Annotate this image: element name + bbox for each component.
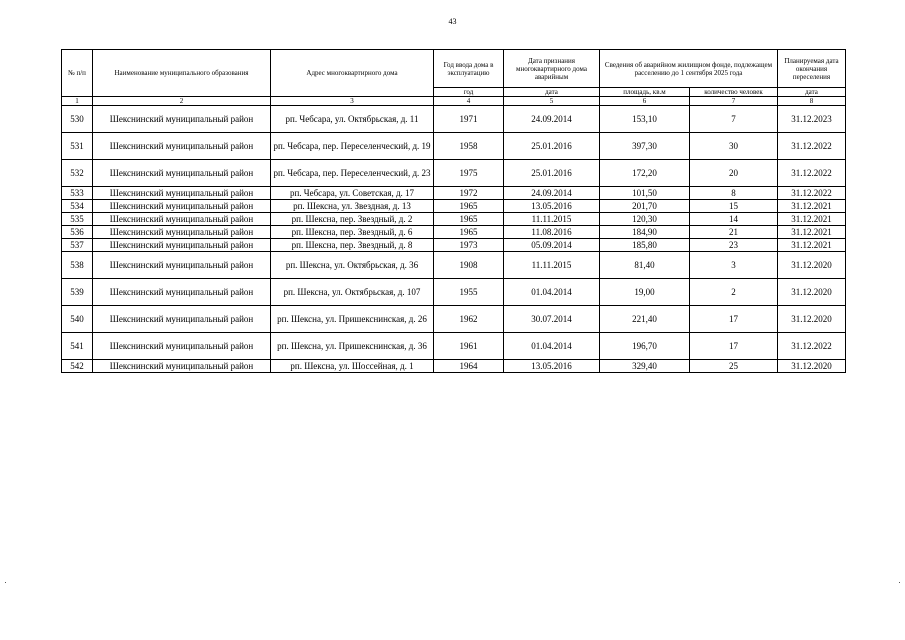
date-cell: 13.05.2016 (504, 200, 600, 213)
subheader-area: площадь, кв.м (600, 88, 690, 97)
scan-mark (899, 582, 900, 583)
municipality-cell: Шекснинский муниципальный район (93, 200, 271, 213)
date-cell: 05.09.2014 (504, 239, 600, 252)
people-cell: 30 (690, 133, 778, 160)
end-date-cell: 31.12.2020 (778, 279, 846, 306)
municipality-cell: Шекснинский муниципальный район (93, 106, 271, 133)
column-number: 2 (93, 97, 271, 106)
table-row (62, 200, 846, 213)
column-number: 8 (778, 97, 846, 106)
table-row (62, 333, 846, 360)
table-row (62, 187, 846, 200)
municipality-cell: Шекснинский муниципальный район (93, 160, 271, 187)
row-number: 530 (62, 106, 93, 133)
end-date-cell: 31.12.2020 (778, 252, 846, 279)
address-cell: рп. Шексна, ул. Октябрьская, д. 36 (271, 252, 434, 279)
municipality-cell: Шекснинский муниципальный район (93, 279, 271, 306)
subheader-date: дата (504, 88, 600, 97)
table-header (62, 50, 846, 106)
people-cell: 3 (690, 252, 778, 279)
row-number: 535 (62, 213, 93, 226)
area-cell: 221,40 (600, 306, 690, 333)
emergency-housing-table (61, 49, 846, 373)
table-row (62, 306, 846, 333)
table-row (62, 160, 846, 187)
municipality-cell: Шекснинский муниципальный район (93, 187, 271, 200)
municipality-cell: Шекснинский муниципальный район (93, 213, 271, 226)
table-row (62, 252, 846, 279)
date-cell: 11.11.2015 (504, 252, 600, 279)
subheader-year: год (434, 88, 504, 97)
address-cell: рп. Шексна, пер. Звездный, д. 8 (271, 239, 434, 252)
row-number: 536 (62, 226, 93, 239)
row-number: 539 (62, 279, 93, 306)
year-cell: 1972 (434, 187, 504, 200)
end-date-cell: 31.12.2022 (778, 187, 846, 200)
subheader-end-date: дата (778, 88, 846, 97)
table-row (62, 239, 846, 252)
year-cell: 1965 (434, 226, 504, 239)
year-cell: 1973 (434, 239, 504, 252)
area-cell: 19,00 (600, 279, 690, 306)
area-cell: 185,80 (600, 239, 690, 252)
column-number: 5 (504, 97, 600, 106)
address-cell: рп. Шексна, ул. Пришекснинская, д. 26 (271, 306, 434, 333)
municipality-cell: Шекснинский муниципальный район (93, 252, 271, 279)
table-body (62, 106, 846, 373)
area-cell: 184,90 (600, 226, 690, 239)
address-cell: рп. Чебсара, ул. Советская, д. 17 (271, 187, 434, 200)
area-cell: 201,70 (600, 200, 690, 213)
header-emergency-info: Сведения об аварийном жилищном фонде, подлежащем расселению до 1 сентября 2025 года (600, 50, 778, 88)
table-row (62, 106, 846, 133)
address-cell: рп. Шексна, пер. Звездный, д. 2 (271, 213, 434, 226)
end-date-cell: 31.12.2021 (778, 200, 846, 213)
people-cell: 17 (690, 306, 778, 333)
row-number: 538 (62, 252, 93, 279)
area-cell: 172,20 (600, 160, 690, 187)
people-cell: 8 (690, 187, 778, 200)
date-cell: 01.04.2014 (504, 333, 600, 360)
table-row (62, 133, 846, 160)
year-cell: 1958 (434, 133, 504, 160)
row-number: 541 (62, 333, 93, 360)
row-number: 534 (62, 200, 93, 213)
row-number: 537 (62, 239, 93, 252)
column-number: 4 (434, 97, 504, 106)
end-date-cell: 31.12.2022 (778, 133, 846, 160)
people-cell: 14 (690, 213, 778, 226)
table-row (62, 279, 846, 306)
people-cell: 20 (690, 160, 778, 187)
area-cell: 329,40 (600, 360, 690, 373)
subheader-people: количество человек (690, 88, 778, 97)
year-cell: 1975 (434, 160, 504, 187)
end-date-cell: 31.12.2020 (778, 360, 846, 373)
column-number: 1 (62, 97, 93, 106)
date-cell: 11.08.2016 (504, 226, 600, 239)
area-cell: 81,40 (600, 252, 690, 279)
date-cell: 24.09.2014 (504, 106, 600, 133)
column-number: 6 (600, 97, 690, 106)
address-cell: рп. Шексна, ул. Шоссейная, д. 1 (271, 360, 434, 373)
scan-mark (5, 582, 6, 583)
area-cell: 397,30 (600, 133, 690, 160)
municipality-cell: Шекснинский муниципальный район (93, 239, 271, 252)
end-date-cell: 31.12.2023 (778, 106, 846, 133)
municipality-cell: Шекснинский муниципальный район (93, 333, 271, 360)
row-number: 542 (62, 360, 93, 373)
year-cell: 1962 (434, 306, 504, 333)
year-cell: 1961 (434, 333, 504, 360)
people-cell: 25 (690, 360, 778, 373)
date-cell: 01.04.2014 (504, 279, 600, 306)
date-cell: 13.05.2016 (504, 360, 600, 373)
people-cell: 7 (690, 106, 778, 133)
area-cell: 101,50 (600, 187, 690, 200)
year-cell: 1908 (434, 252, 504, 279)
address-cell: рп. Шексна, ул. Пришекснинская, д. 36 (271, 333, 434, 360)
column-number: 7 (690, 97, 778, 106)
header-planned-end: Планируемая дата окончания переселения (778, 50, 846, 88)
people-cell: 17 (690, 333, 778, 360)
row-number: 533 (62, 187, 93, 200)
header-address: Адрес многоквартирного дома (271, 50, 434, 97)
date-cell: 25.01.2016 (504, 133, 600, 160)
row-number: 540 (62, 306, 93, 333)
end-date-cell: 31.12.2020 (778, 306, 846, 333)
address-cell: рп. Шексна, пер. Звездный, д. 6 (271, 226, 434, 239)
year-cell: 1965 (434, 213, 504, 226)
header-municipality: Наименование муниципального образования (93, 50, 271, 97)
table-row (62, 213, 846, 226)
year-cell: 1964 (434, 360, 504, 373)
year-cell: 1971 (434, 106, 504, 133)
address-cell: рп. Шексна, ул. Звездная, д. 13 (271, 200, 434, 213)
people-cell: 21 (690, 226, 778, 239)
people-cell: 23 (690, 239, 778, 252)
date-cell: 11.11.2015 (504, 213, 600, 226)
year-cell: 1965 (434, 200, 504, 213)
header-recognition-date: Дата признания многоквартирного дома аварийным (504, 50, 600, 88)
table-row (62, 360, 846, 373)
municipality-cell: Шекснинский муниципальный район (93, 360, 271, 373)
address-cell: рп. Шексна, ул. Октябрьская, д. 107 (271, 279, 434, 306)
address-cell: рп. Чебсара, пер. Переселенческий, д. 23 (271, 160, 434, 187)
municipality-cell: Шекснинский муниципальный район (93, 306, 271, 333)
area-cell: 120,30 (600, 213, 690, 226)
address-cell: рп. Чебсара, ул. Октябрьская, д. 11 (271, 106, 434, 133)
people-cell: 15 (690, 200, 778, 213)
municipality-cell: Шекснинский муниципальный район (93, 226, 271, 239)
date-cell: 30.07.2014 (504, 306, 600, 333)
row-number: 531 (62, 133, 93, 160)
municipality-cell: Шекснинский муниципальный район (93, 133, 271, 160)
header-num: № п/п (62, 50, 93, 97)
area-cell: 196,70 (600, 333, 690, 360)
row-number: 532 (62, 160, 93, 187)
column-number: 3 (271, 97, 434, 106)
date-cell: 25.01.2016 (504, 160, 600, 187)
year-cell: 1955 (434, 279, 504, 306)
people-cell: 2 (690, 279, 778, 306)
page-number: 43 (448, 17, 457, 26)
end-date-cell: 31.12.2021 (778, 239, 846, 252)
date-cell: 24.09.2014 (504, 187, 600, 200)
end-date-cell: 31.12.2022 (778, 333, 846, 360)
end-date-cell: 31.12.2022 (778, 160, 846, 187)
address-cell: рп. Чебсара, пер. Переселенческий, д. 19 (271, 133, 434, 160)
table-row (62, 226, 846, 239)
header-year-built: Год ввода дома в эксплуатацию (434, 50, 504, 88)
end-date-cell: 31.12.2021 (778, 213, 846, 226)
area-cell: 153,10 (600, 106, 690, 133)
end-date-cell: 31.12.2021 (778, 226, 846, 239)
